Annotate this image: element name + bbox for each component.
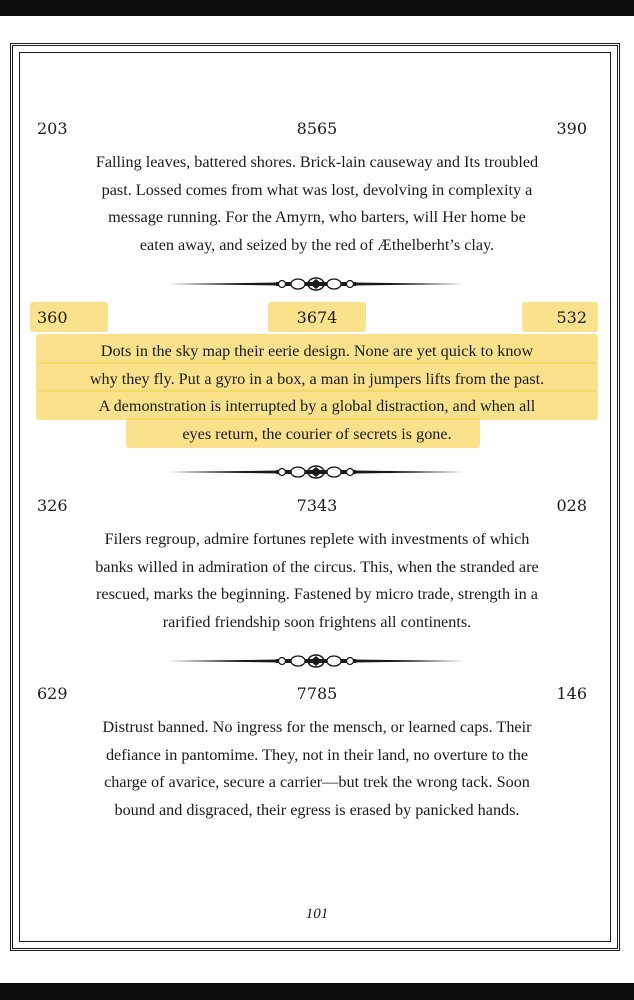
entry-left-number: 203 xyxy=(37,119,68,138)
entry-numbers xyxy=(20,684,614,714)
oracle-entry xyxy=(20,684,614,824)
entry-numbers xyxy=(20,119,614,149)
top-bar xyxy=(0,0,634,16)
entry-numbers xyxy=(20,308,614,338)
verse-line: rarified friendship soon frightens all continents. xyxy=(162,612,472,631)
ornamental-divider xyxy=(168,652,464,670)
entry-center-number: 8565 xyxy=(296,119,338,138)
entry-verse xyxy=(37,149,597,259)
verse-line: Falling leaves, battered shores. Brick-lain causeway and Its troubled xyxy=(95,153,539,171)
entry-left-number: 360 xyxy=(37,308,68,327)
page-number: 101 xyxy=(305,906,329,922)
verse-line: Dots in the sky map their eerie design. None are yet quick to know xyxy=(100,342,534,360)
entry-verse xyxy=(37,338,597,448)
verse-line: past. Lossed comes from what was lost, devolving in complexity a xyxy=(101,180,533,199)
entry-right-number: 390 xyxy=(556,119,587,138)
ornamental-divider xyxy=(168,463,464,481)
entry-left-number: 326 xyxy=(37,496,68,515)
verse-line: defiance in pantomime. They, not in their land, no overture to the xyxy=(105,745,529,764)
entry-right-number: 028 xyxy=(556,496,587,515)
oracle-entry xyxy=(20,119,614,259)
entry-right-number: 146 xyxy=(556,684,587,703)
entry-center-number: 3674 xyxy=(296,308,338,327)
bottom-bar xyxy=(0,983,634,1000)
oracle-entry-highlighted xyxy=(20,308,614,448)
verse-line: Filers regroup, admire fortunes replete with investments of which xyxy=(104,530,530,548)
entry-left-number: 629 xyxy=(37,684,68,703)
verse-line: eyes return, the courier of secrets is gone. xyxy=(182,424,452,443)
verse-line: bound and disgraced, their egress is erased by panicked hands. xyxy=(114,800,520,819)
verse-line: rescued, marks the beginning. Fastened by micro trade, strength in a xyxy=(96,585,538,603)
entry-verse xyxy=(37,526,597,636)
verse-line: banks willed in admiration of the circus. This, when the stranded are xyxy=(95,557,539,576)
oracle-entry xyxy=(20,496,614,636)
entry-center-number: 7343 xyxy=(296,496,338,515)
ornamental-divider xyxy=(168,275,464,293)
entry-center-number: 7785 xyxy=(296,684,338,703)
entry-right-number: 532 xyxy=(556,308,587,327)
verse-line: eaten away, and seized by the red of Æthelberht’s clay. xyxy=(139,235,495,254)
verse-line: charge of avarice, secure a carrier—but trek the wrong tack. Soon xyxy=(104,773,530,791)
entry-numbers xyxy=(20,496,614,526)
verse-line: message running. For the Amyrn, who barters, will Her home be xyxy=(108,208,526,226)
verse-line: A demonstration is interrupted by a global distraction, and when all xyxy=(98,397,536,415)
verse-line: why they fly. Put a gyro in a box, a man in jumpers lifts from the past. xyxy=(89,369,545,388)
verse-line: Distrust banned. No ingress for the mensch, or learned caps. Their xyxy=(102,718,532,736)
entry-verse xyxy=(37,714,597,824)
